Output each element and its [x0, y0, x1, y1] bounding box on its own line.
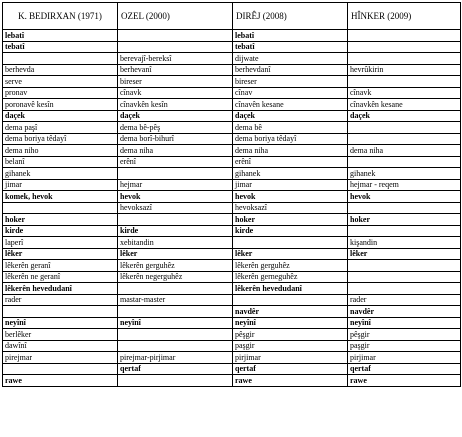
table-cell: [348, 225, 461, 237]
table-cell: rawe: [3, 375, 118, 387]
table-row: [3, 99, 461, 111]
table-cell: hevoksazî: [118, 202, 233, 214]
table-cell: cînavk: [118, 87, 233, 99]
table-cell: neyînî: [3, 317, 118, 329]
table-cell: [348, 202, 461, 214]
table-row: [3, 317, 461, 329]
table-body: [3, 30, 461, 387]
table-cell: neyînî: [118, 317, 233, 329]
table-row: [3, 271, 461, 283]
table-cell: dema niho: [3, 145, 118, 157]
table-cell: cînavk: [348, 87, 461, 99]
table-cell: lêker: [118, 248, 233, 260]
table-row: [3, 340, 461, 352]
table-cell: [118, 329, 233, 341]
table-cell: gihanek: [348, 168, 461, 180]
column-header: HÎNKER (2009): [348, 3, 461, 30]
table-cell: rader: [348, 294, 461, 306]
table-cell: jimar: [233, 179, 348, 191]
table-cell: [3, 202, 118, 214]
table-cell: dema niha: [118, 145, 233, 157]
table-cell: [118, 168, 233, 180]
table-cell: [348, 53, 461, 65]
table-cell: [3, 363, 118, 375]
table-cell: erênî: [233, 156, 348, 168]
table-cell: [118, 41, 233, 53]
table-row: [3, 110, 461, 122]
table-cell: lêkerên hevedudanî: [3, 283, 118, 295]
table-row: [3, 41, 461, 53]
table-row: [3, 375, 461, 387]
table-row: [3, 30, 461, 42]
table-cell: navdêr: [348, 306, 461, 318]
table-cell: lêkerên gerguhêz: [118, 260, 233, 272]
table-cell: hoker: [348, 214, 461, 226]
table-cell: pêşgir: [348, 329, 461, 341]
table-cell: [118, 283, 233, 295]
table-header-row: [3, 3, 461, 30]
table-cell: [118, 340, 233, 352]
table-cell: paşgir: [348, 340, 461, 352]
table-cell: daçek: [118, 110, 233, 122]
table-cell: hevrûkirin: [348, 64, 461, 76]
table-row: [3, 202, 461, 214]
table-cell: gihanek: [3, 168, 118, 180]
table-cell: dema niha: [233, 145, 348, 157]
table-cell: bireser: [233, 76, 348, 88]
column-header: K. BEDIRXAN (1971): [3, 3, 118, 30]
table-cell: rawe: [348, 375, 461, 387]
table-cell: dijwate: [233, 53, 348, 65]
table-cell: erênî: [118, 156, 233, 168]
table-cell: bireser: [118, 76, 233, 88]
table-cell: dema bê-pêş: [118, 122, 233, 134]
table-cell: hevoksazî: [233, 202, 348, 214]
terminology-table: [2, 2, 461, 387]
table-cell: dema borî-bihurî: [118, 133, 233, 145]
table-cell: pêşgir: [233, 329, 348, 341]
table-cell: jimar: [3, 179, 118, 191]
document-page: [2, 2, 460, 434]
table-cell: [233, 237, 348, 249]
column-header: DIRÊJ (2008): [233, 3, 348, 30]
table-row: [3, 53, 461, 65]
table-cell: gihanek: [233, 168, 348, 180]
table-cell: [348, 122, 461, 134]
table-cell: [348, 41, 461, 53]
table-cell: [118, 30, 233, 42]
table-row: [3, 122, 461, 134]
table-cell: pirjimar: [233, 352, 348, 364]
table-cell: hevok: [233, 191, 348, 203]
table-cell: [348, 156, 461, 168]
table-cell: kişandin: [348, 237, 461, 249]
table-cell: berhevda: [3, 64, 118, 76]
table-cell: lêkerên hevedudanî: [233, 283, 348, 295]
table-cell: daçek: [348, 110, 461, 122]
table-cell: mastar-master: [118, 294, 233, 306]
table-cell: hoker: [233, 214, 348, 226]
table-cell: cînavkên kesîn: [118, 99, 233, 111]
table-cell: hoker: [3, 214, 118, 226]
table-cell: lebatî: [233, 30, 348, 42]
table-cell: dema boriya têdayî: [233, 133, 348, 145]
table-cell: qertaf: [348, 363, 461, 375]
table-cell: navdêr: [233, 306, 348, 318]
table-row: [3, 306, 461, 318]
table-row: [3, 156, 461, 168]
table-row: [3, 87, 461, 99]
table-row: [3, 294, 461, 306]
table-cell: lêker: [348, 248, 461, 260]
table-cell: neyînî: [233, 317, 348, 329]
table-cell: lêkerên gerneguhêz: [233, 271, 348, 283]
table-cell: berlêker: [3, 329, 118, 341]
table-cell: dema boriya têdayî: [3, 133, 118, 145]
table-cell: lêkerên geranî: [3, 260, 118, 272]
table-cell: dema paşî: [3, 122, 118, 134]
table-cell: serve: [3, 76, 118, 88]
table-row: [3, 363, 461, 375]
table-row: [3, 191, 461, 203]
table-cell: daçek: [233, 110, 348, 122]
table-row: [3, 168, 461, 180]
table-cell: berhevanî: [118, 64, 233, 76]
table-cell: tebatî: [233, 41, 348, 53]
table-cell: kirde: [3, 225, 118, 237]
table-cell: dema niha: [348, 145, 461, 157]
table-cell: lêkerên gerguhêz: [233, 260, 348, 272]
table-cell: rader: [3, 294, 118, 306]
table-cell: pronav: [3, 87, 118, 99]
table-row: [3, 133, 461, 145]
table-cell: laperî: [3, 237, 118, 249]
table-cell: lêkerên ne geranî: [3, 271, 118, 283]
table-row: [3, 76, 461, 88]
table-cell: lêkerên negerguhêz: [118, 271, 233, 283]
table-cell: cînavkên kesane: [348, 99, 461, 111]
table-cell: [348, 260, 461, 272]
table-row: [3, 145, 461, 157]
table-row: [3, 179, 461, 191]
table-cell: neyînî: [348, 317, 461, 329]
table-cell: qertaf: [233, 363, 348, 375]
table-cell: cînav: [233, 87, 348, 99]
table-cell: cînavên kesane: [233, 99, 348, 111]
table-cell: kirde: [118, 225, 233, 237]
table-cell: hevok: [348, 191, 461, 203]
table-cell: [3, 306, 118, 318]
table-row: [3, 329, 461, 341]
table-cell: xebitandin: [118, 237, 233, 249]
table-cell: hejmar: [118, 179, 233, 191]
table-cell: pirejmar-pirjimar: [118, 352, 233, 364]
table-cell: poronavê kesîn: [3, 99, 118, 111]
table-cell: dawînî: [3, 340, 118, 352]
table-cell: belanî: [3, 156, 118, 168]
table-cell: kirde: [233, 225, 348, 237]
table-cell: qertaf: [118, 363, 233, 375]
table-row: [3, 237, 461, 249]
table-row: [3, 214, 461, 226]
table-cell: lêker: [233, 248, 348, 260]
table-cell: rawe: [233, 375, 348, 387]
table-cell: [348, 271, 461, 283]
table-row: [3, 260, 461, 272]
table-cell: berhevdanî: [233, 64, 348, 76]
table-row: [3, 283, 461, 295]
table-cell: [118, 375, 233, 387]
table-cell: hejmar - reqem: [348, 179, 461, 191]
table-cell: pirjimar: [348, 352, 461, 364]
table-cell: pirejmar: [3, 352, 118, 364]
table-row: [3, 64, 461, 76]
table-cell: komek, hevok: [3, 191, 118, 203]
table-cell: [348, 283, 461, 295]
table-cell: lebatî: [3, 30, 118, 42]
table-cell: lêker: [3, 248, 118, 260]
table-cell: dema bê: [233, 122, 348, 134]
table-cell: [348, 76, 461, 88]
table-cell: [118, 306, 233, 318]
table-cell: hevok: [118, 191, 233, 203]
table-cell: daçek: [3, 110, 118, 122]
table-row: [3, 352, 461, 364]
table-cell: paşgir: [233, 340, 348, 352]
table-cell: berevajî-bereksî: [118, 53, 233, 65]
table-cell: [118, 214, 233, 226]
table-cell: [233, 294, 348, 306]
table-cell: [348, 30, 461, 42]
table-cell: [348, 133, 461, 145]
table-cell: tebatî: [3, 41, 118, 53]
table-cell: [3, 53, 118, 65]
table-row: [3, 248, 461, 260]
column-header: OZEL (2000): [118, 3, 233, 30]
table-row: [3, 225, 461, 237]
